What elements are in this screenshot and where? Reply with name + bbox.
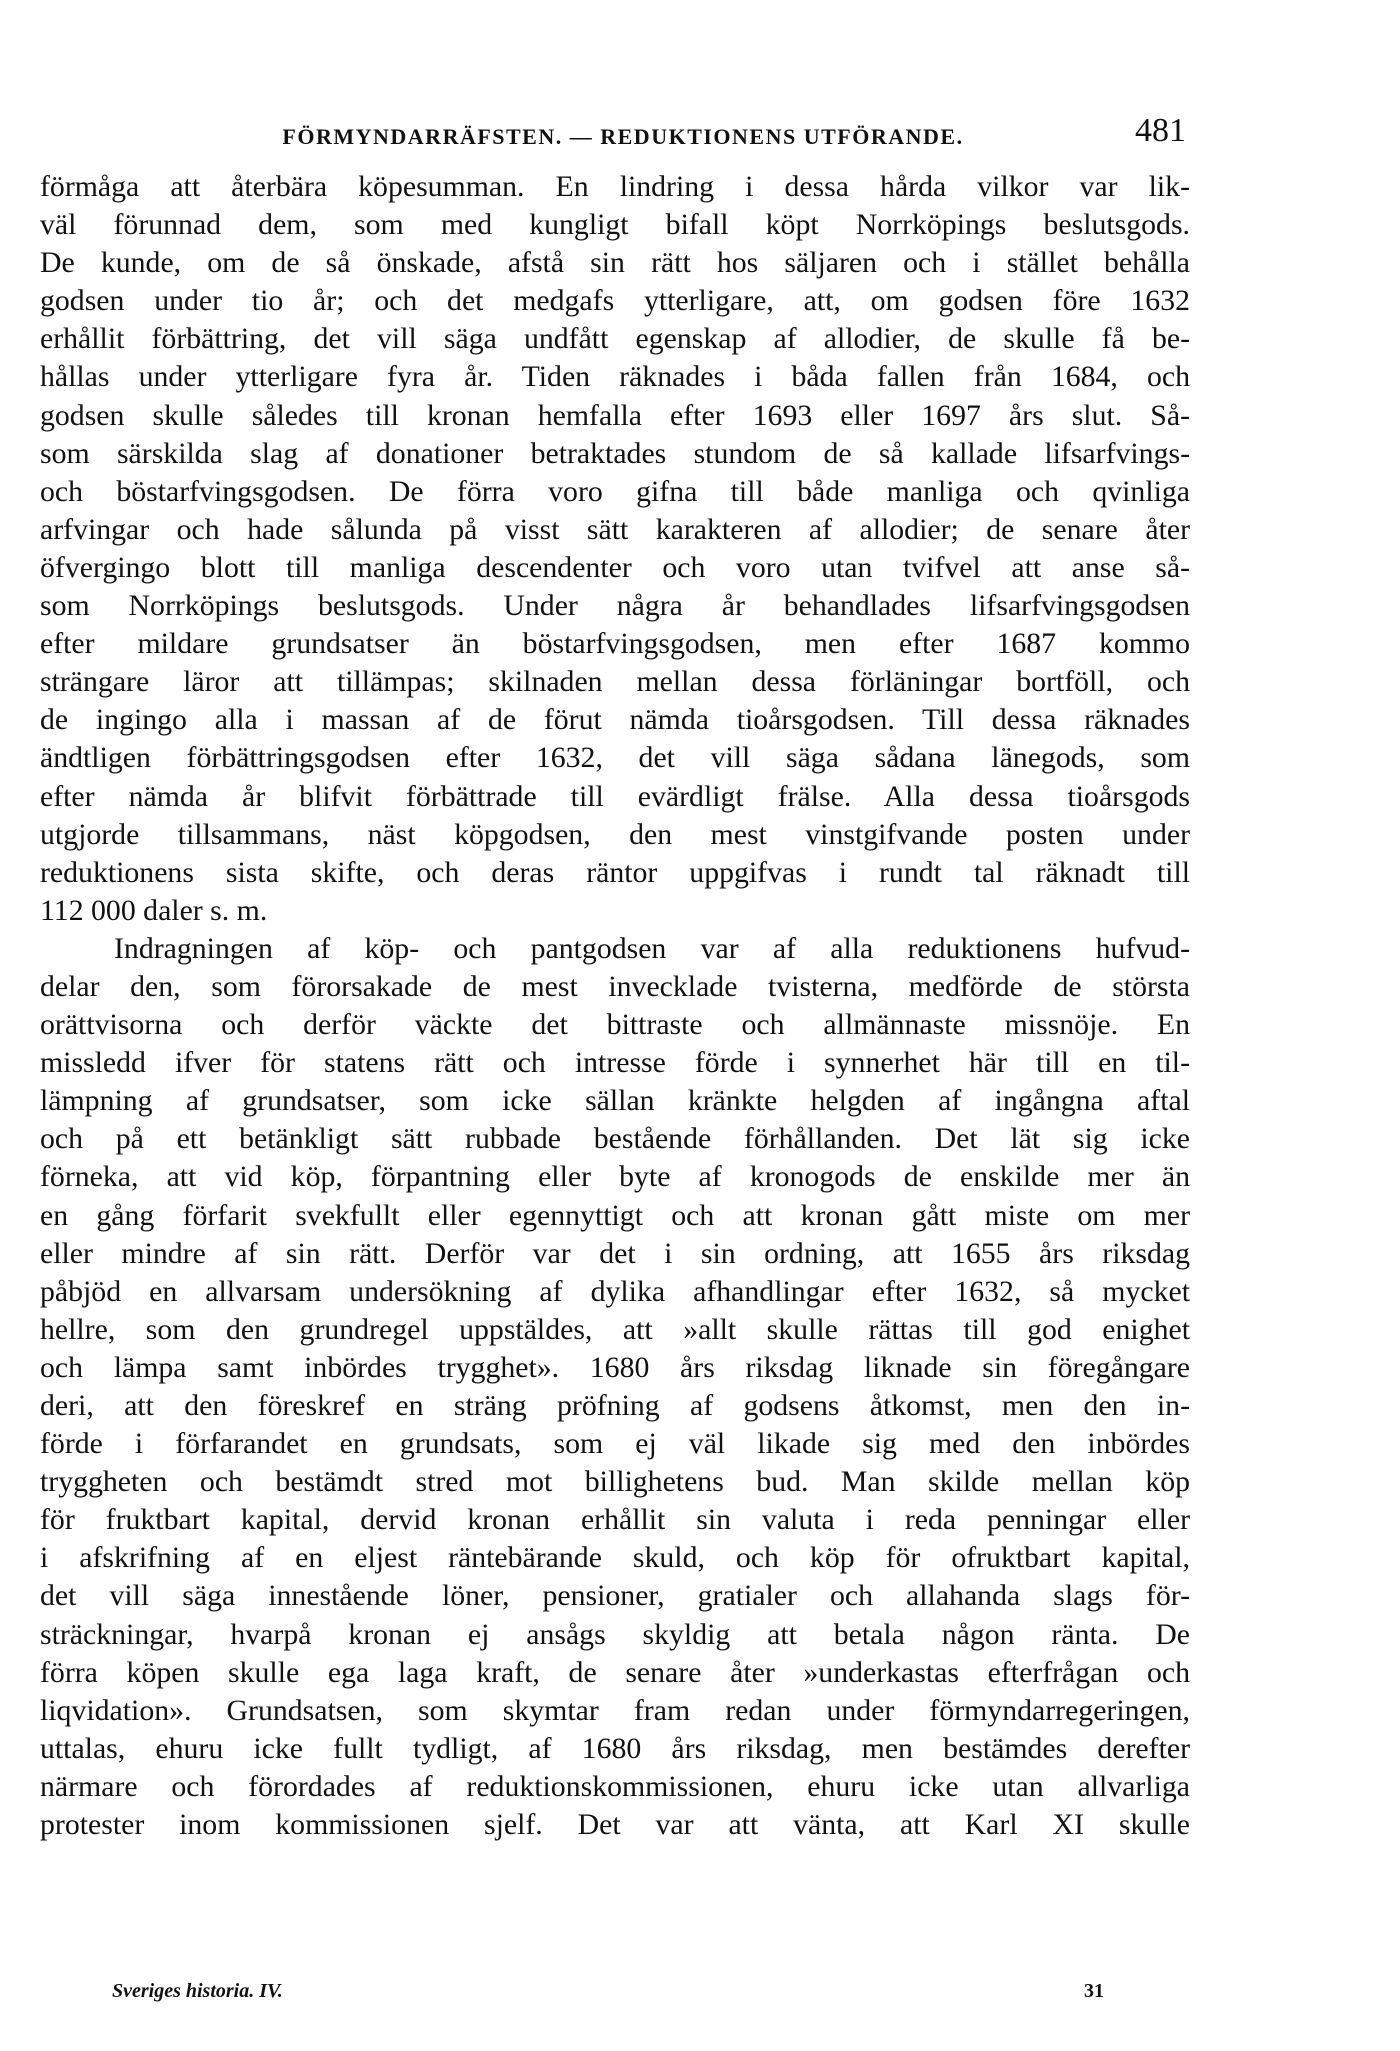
text-line: närmare och förordades af reduktionskommissionen, ehuru icke utan allvarliga: [40, 1769, 1190, 1803]
text-line: erhållit förbättring, det vill säga undfått egenskap af allodier, de skulle få be-: [40, 322, 1190, 356]
text-line: deri, att den föreskref en sträng pröfning af godsens åtkomst, men den in-: [40, 1389, 1190, 1422]
text-line: förra köpen skulle ega laga kraft, de senare åter »underkastas efterfrågan och: [40, 1655, 1190, 1689]
text-line: eller mindre af sin rätt. Derför var det i sin ordning, att 1655 års riksdag: [40, 1236, 1190, 1270]
text-line: som särskilda slag af donationer betraktades stundom de så kallade lifsarfvings-: [40, 436, 1190, 470]
text-line: utgjorde tillsammans, näst köpgodsen, den mest vinstgifvande posten under: [40, 817, 1190, 851]
page-number: 481: [1135, 112, 1186, 149]
text-line: påbjöd en allvarsam undersökning af dylika afhandlingar efter 1632, så mycket: [40, 1274, 1190, 1308]
footer-source: Sveriges historia. IV.: [112, 1980, 283, 2002]
text-line: liqvidation». Grundsatsen, som skymtar fram redan under förmyndarregeringen,: [40, 1693, 1190, 1727]
text-line: delar den, som förorsakade de mest invecklade tvisterna, medförde de största: [40, 969, 1190, 1003]
text-line: godsen under tio år; och det medgafs ytterligare, att, om godsen före 1632: [40, 284, 1190, 318]
text-line: uttalas, ehuru icke fullt tydligt, af 1680 års riksdag, men bestämdes derefter: [40, 1731, 1190, 1765]
running-head: [60, 112, 1186, 160]
text-line: lämpning af grundsatser, som icke sällan kränkte helgden af ingångna aftal: [40, 1084, 1190, 1118]
text-line: i afskrifning af en eljest räntebärande skuld, och köp för ofruktbart kapital,: [40, 1541, 1190, 1575]
text-line: för fruktbart kapital, dervid kronan erhållit sin valuta i reda penningar eller: [40, 1503, 1190, 1537]
text-line: orättvisorna och derför väckte det bittraste och allmännaste missnöje. En: [40, 1008, 1190, 1042]
text-line: reduktionens sista skifte, och deras räntor uppgifvas i rundt tal räknadt till: [40, 855, 1190, 889]
text-line: protester inom kommissionen sjelf. Det var att vänta, att Karl XI skulle: [40, 1808, 1190, 1842]
text-line: strängare läror att tillämpas; skilnaden mellan dessa förläningar bortföll, och: [40, 665, 1190, 699]
text-line: Indragningen af köp- och pantgodsen var af alla reduktionens hufvud-: [114, 931, 1190, 965]
text-line: som Norrköpings beslutsgods. Under några år behandlades lifsarfvingsgodsen: [40, 589, 1190, 623]
text-line: hellre, som den grundregel uppstäldes, att »allt skulle rättas till god enighet: [40, 1312, 1190, 1346]
text-line: väl förunnad dem, som med kungligt bifall köpt Norrköpings beslutsgods.: [40, 208, 1190, 242]
page-footer: [112, 1980, 1112, 2010]
text-line: hållas under ytterligare fyra år. Tiden räknades i båda fallen från 1684, och: [40, 360, 1190, 394]
text-line: efter mildare grundsatser än böstarfvingsgodsen, men efter 1687 kommo: [40, 627, 1190, 661]
text-line: och böstarfvingsgodsen. De förra voro gifna till både manliga och qvinliga: [40, 474, 1190, 508]
running-title: FÖRMYNDARRÄFSTEN. — REDUKTIONENS UTFÖRANDE.: [282, 124, 964, 149]
text-line: förmåga att återbära köpesumman. En lindring i dessa hårda vilkor var lik-: [40, 170, 1190, 203]
text-line: det vill säga innestående löner, pensioner, gratialer och allahanda slags för-: [40, 1579, 1190, 1613]
text-line: missledd ifver för statens rätt och intresse förde i synnerhet här till en til-: [40, 1046, 1190, 1080]
text-line: och lämpa samt inbördes trygghet». 1680 års riksdag liknade sin föregångare: [40, 1350, 1190, 1384]
footer-signature: 31: [1084, 1980, 1104, 2002]
text-line: en gång förfarit svekfullt eller egennyttigt och att kronan gått miste om mer: [40, 1198, 1190, 1232]
text-line: sträckningar, hvarpå kronan ej ansågs skyldig att betala någon ränta. De: [40, 1617, 1190, 1651]
text-line: De kunde, om de så önskade, afstå sin rätt hos säljaren och i stället behålla: [40, 246, 1190, 280]
text-line: förneka, att vid köp, förpantning eller byte af kronogods de enskilde mer än: [40, 1160, 1190, 1194]
text-line: arfvingar och hade sålunda på visst sätt karakteren af allodier; de senare åter: [40, 512, 1190, 546]
text-line: de ingingo alla i massan af de förut nämda tioårsgodsen. Till dessa räknades: [40, 703, 1190, 737]
body-text: [40, 168, 1190, 1844]
text-line: ändtligen förbättringsgodsen efter 1632, det vill säga sådana länegods, som: [40, 741, 1190, 775]
text-line: efter nämda år blifvit förbättrade till evärdligt frälse. Alla dessa tioårsgods: [40, 779, 1190, 813]
text-line: 112 000 daler s. m.: [40, 893, 268, 927]
text-line: förde i förfarandet en grundsats, som ej väl likade sig med den inbördes: [40, 1427, 1190, 1461]
text-line: och på ett betänkligt sätt rubbade bestående förhållanden. Det lät sig icke: [40, 1122, 1190, 1156]
text-line: godsen skulle således till kronan hemfalla efter 1693 eller 1697 års slut. Så-: [40, 398, 1190, 432]
text-line: öfvergingo blott till manliga descendenter och voro utan tvifvel att anse så-: [40, 550, 1190, 584]
text-line: tryggheten och bestämdt stred mot billighetens bud. Man skilde mellan köp: [40, 1465, 1190, 1499]
